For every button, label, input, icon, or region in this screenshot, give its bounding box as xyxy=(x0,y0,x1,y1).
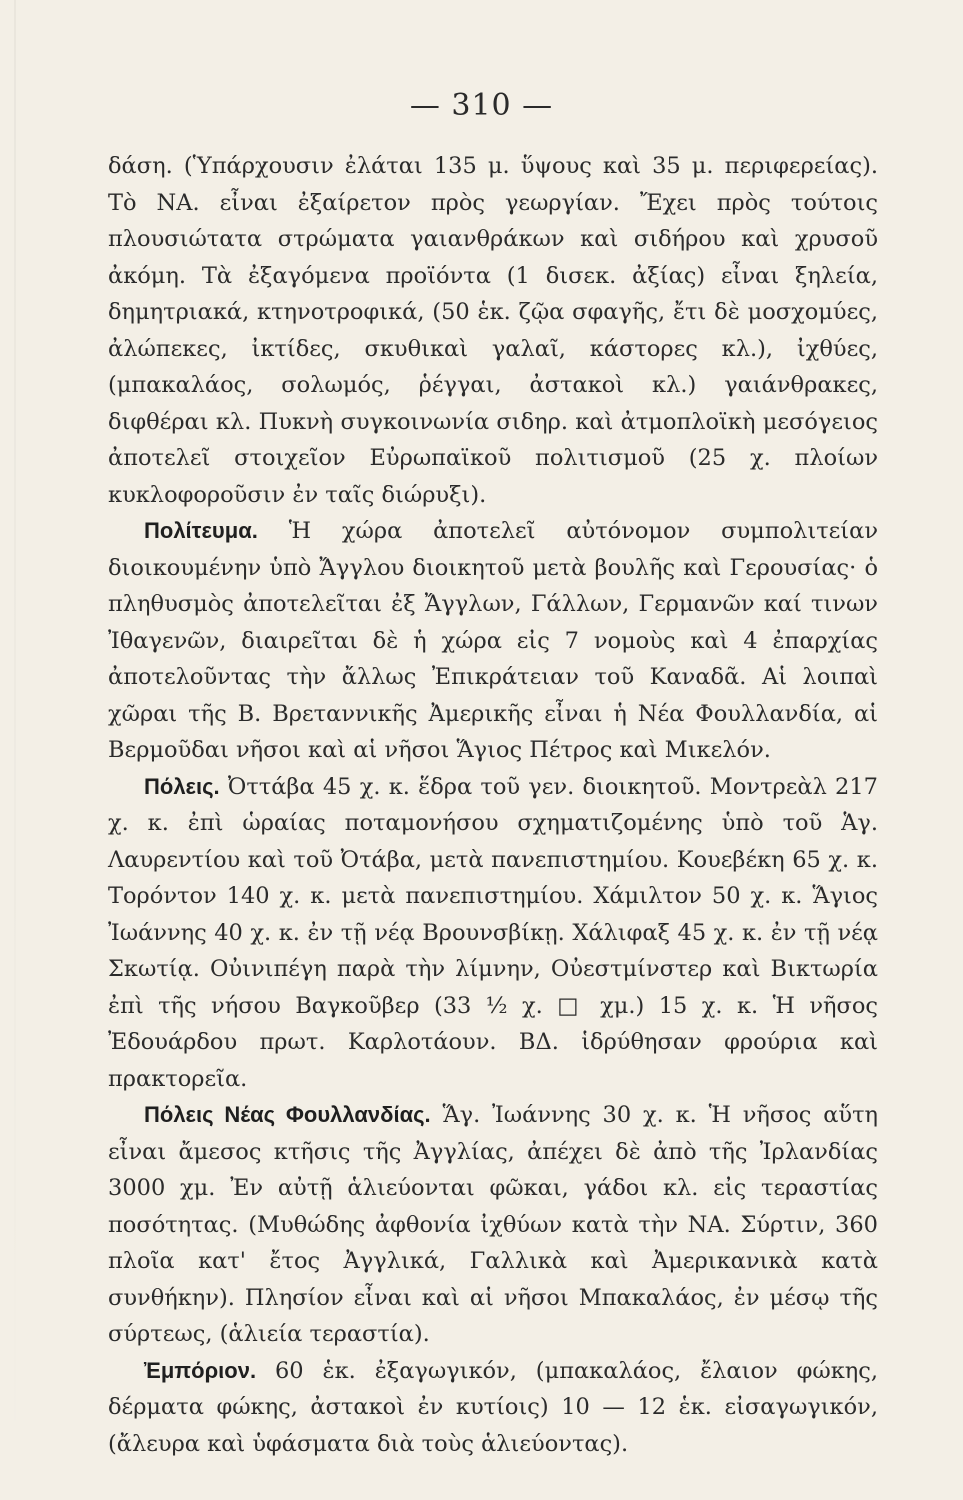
paragraph-emporion xyxy=(108,1353,878,1463)
section-heading-poleis: Πόλεις. xyxy=(144,773,220,799)
paragraph-politeuma-text: Ἡ χώρα ἀποτελεῖ αὐτόνομον συμπολιτείαν διοικουμένην ὑπὸ Ἄγγλου διοικητοῦ μετὰ βουλῆς καὶ Γερουσίας· ὁ πληθυσμὸς ἀποτελεῖται ἐξ Ἄγγλων, Γάλλων, Γερμανῶν καί τινων Ἰθαγενῶν, διαιρεῖται δὲ ἡ χώρα εἰς 7 νομοὺς καὶ 4 ἐπαρχίας ἀποτελοῦντας τὴν ἄλλως Ἐπικράτειαν τοῦ Καναδᾶ. Αἱ λοιπαὶ χῶραι τῆς Β. Βρεταννικῆς Ἀμερικῆς εἶναι ἡ Νέα Φουλλανδία, αἱ Βερμοῦδαι νῆσοι καὶ αἱ νῆσοι Ἅγιος Πέτρος καὶ Μικελόν. xyxy=(108,518,878,763)
paragraph-politeuma xyxy=(108,513,878,769)
paragraph-poleis xyxy=(108,769,878,1098)
paragraph-intro-text: δάση. (Ὑπάρχουσιν ἐλάται 135 μ. ὕψους καὶ 35 μ. περιφερείας). Τὸ ΝΑ. εἶναι ἐξαίρετον πρὸς γεωργίαν. Ἔχει πρὸς τούτοις πλουσιώτατα στρώματα γαιανθράκων καὶ σιδήρου καὶ χρυσοῦ ἀκόμη. Τὰ ἐξαγόμενα προϊόντα (1 δισεκ. ἀξίας) εἶναι ξηλεία, δημητριακά, κτηνοτροφικά, (50 ἑκ. ζῷα σφαγῆς, ἔτι δὲ μοσχομύες, ἀλώπεκες, ἰκτίδες, σκυθικαὶ γαλαῖ, κάστορες κλ.), ἰχθύες, (μπακαλάος, σολωμός, ῥέγγαι, ἀστακοὶ κλ.) γαιάνθρακες, διφθέραι κλ. Πυκνὴ συγκοινωνία σιδηρ. καὶ ἀτμοπλοϊκὴ μεσόγειος ἀποτελεῖ στοιχεῖον Εὐρωπαϊκοῦ πολιτισμοῦ (25 χ. πλοίων κυκλοφοροῦσιν ἐν ταῖς διώρυξι). xyxy=(108,153,878,508)
section-heading-emporion: Ἐμπόριον. xyxy=(144,1357,257,1383)
paragraph-poleis-neas-foullandias-text: Ἅγ. Ἰωάννης 30 χ. κ. Ἡ νῆσος αὕτη εἶναι ἄμεσος κτῆσις τῆς Ἀγγλίας, ἀπέχει δὲ ἀπὸ τῆς Ἰρλανδίας 3000 χμ. Ἐν αὐτῇ ἁλιεύονται φῶκαι, γάδοι κλ. εἰς τεραστίας ποσότητας. (Μυθώδης ἀφθονία ἰχθύων κατὰ τὴν ΝΑ. Σύρτιν, 360 πλοῖα κατ' ἔτος Ἀγγλικά, Γαλλικὰ καὶ Ἀμερικανικὰ κατὰ συνθήκην). Πλησίον εἶναι καὶ αἱ νῆσοι Μπακαλάος, ἐν μέσῳ τῆς σύρτεως, (ἁλιεία τεραστία). xyxy=(108,1102,879,1347)
section-heading-poleis-neas-foullandias: Πόλεις Νέας Φουλλανδίας. xyxy=(144,1102,431,1127)
page-number: — 310 — xyxy=(409,88,554,123)
paragraph-emporion-text: 60 ἑκ. ἐξαγωγικόν, (μπακαλάος, ἔλαιον φώκης, δέρματα φώκης, ἀστακοὶ ἐν κυτίοις) 10 — 12 ἑκ. εἰσαγωγικόν, (ἄλευρα καὶ ὑφάσματα διὰ τοὺς ἁλιεύοντας). xyxy=(108,1357,878,1457)
paragraph-poleis-text: Ὀττάβα 45 χ. κ. ἕδρα τοῦ γεν. διοικητοῦ. Μοντρεὰλ 217 χ. κ. ἐπὶ ὡραίας ποταμονήσου σχηματιζομένης ὑπὸ τοῦ Ἁγ. Λαυρεντίου καὶ τοῦ Ὀτάβα, μετὰ πανεπιστημίου. Κουεβέκη 65 χ. κ. Τορόντον 140 χ. κ. μετὰ πανεπιστημίου. Χάμιλτον 50 χ. κ. Ἅγιος Ἰωάννης 40 χ. κ. ἐν τῇ νέᾳ Βρουνσβίκῃ. Χάλιφαξ 45 χ. κ. ἐν τῇ νέᾳ Σκωτίᾳ. Οὐινιπέγη παρὰ τὴν λίμνην, Οὐεστμίνστερ καὶ Βικτωρία ἐπὶ τῆς νήσου Βαγκοῦβερ (33 ½ χ. □ χμ.) 15 χ. κ. Ἡ νῆσος Ἐδουάρδου πρωτ. Καρλοτάουν. ΒΔ. ἱδρύθησαν φρούρια καὶ πρακτορεῖα. xyxy=(108,773,878,1092)
body-text xyxy=(108,148,878,1462)
paragraph-intro xyxy=(108,148,878,513)
page-edge-shadow xyxy=(14,0,16,1500)
paragraph-poleis-neas-foullandias xyxy=(108,1097,878,1353)
section-heading-politeuma: Πολίτευμα. xyxy=(144,518,258,543)
